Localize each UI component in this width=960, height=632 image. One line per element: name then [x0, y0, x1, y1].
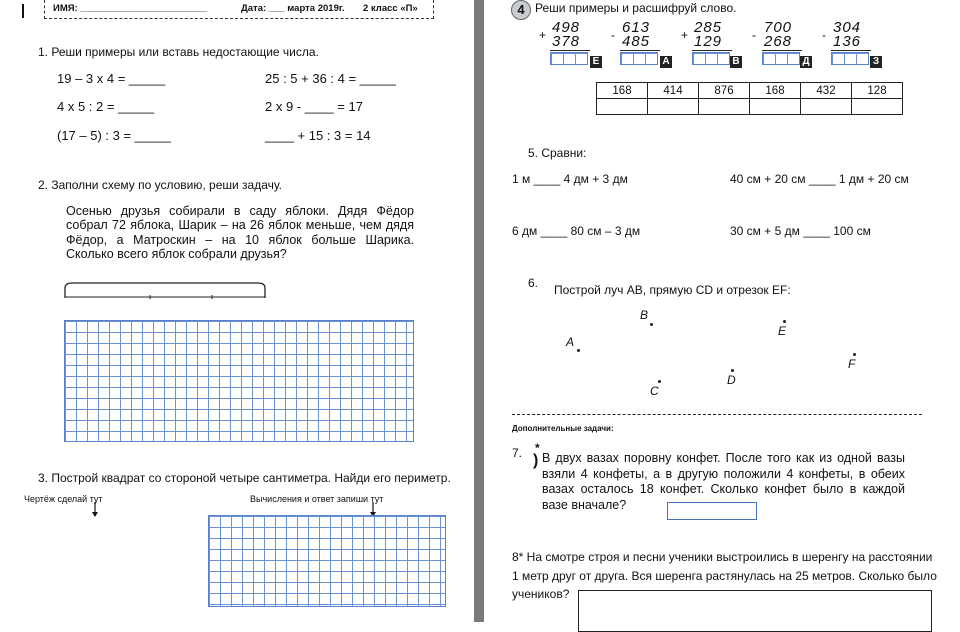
task1-example-6[interactable]: ____ + 15 : 3 = 14 — [265, 128, 371, 143]
task7-number: 7. — [512, 446, 523, 460]
table-cell: 128 — [852, 83, 903, 99]
answer-cell[interactable] — [852, 99, 903, 115]
calc-sign: + — [539, 28, 547, 42]
task2-scheme[interactable] — [62, 280, 268, 300]
table-row — [597, 83, 903, 99]
calc-bottom: 268 — [764, 33, 793, 50]
class-label: 2 класс «П» — [363, 3, 418, 14]
task5-compare-3[interactable]: 6 дм ____ 80 см – 3 дм — [512, 224, 641, 238]
answer-cell[interactable] — [597, 99, 648, 115]
task5-compare-2[interactable]: 40 см + 20 см ____ 1 дм + 20 см — [730, 172, 909, 186]
calc-line — [831, 50, 871, 51]
task4-title: Реши примеры и расшифруй слово. — [535, 1, 737, 15]
task1-title: 1. Реши примеры или вставь недостающие числа. — [38, 45, 319, 59]
task4-decode-table — [596, 82, 903, 115]
point-d[interactable] — [731, 369, 734, 372]
task6-title: Построй луч AB, прямую CD и отрезок EF: — [554, 283, 791, 297]
task4-number-badge: 4 — [511, 0, 531, 20]
page-divider — [474, 0, 484, 622]
table-row[interactable] — [597, 99, 903, 115]
task3-answer-grid[interactable] — [208, 515, 446, 607]
calc-letter: А — [660, 56, 672, 68]
arrow-down-icon — [90, 502, 100, 518]
task2-title: 2. Заполни схему по условию, реши задачу. — [38, 178, 283, 192]
calc-letter: З — [870, 56, 882, 68]
calc-top: 613 — [622, 19, 651, 36]
task5-compare-1[interactable]: 1 м ____ 4 дм + 3 дм — [512, 172, 628, 186]
date-field: Дата: ___ марта 2019г. — [241, 3, 345, 14]
table-cell: 168 — [597, 83, 648, 99]
calc-letter: В — [730, 56, 742, 68]
task8-answer-box[interactable] — [578, 590, 932, 632]
calc-sign: - — [611, 28, 615, 42]
calc-top: 498 — [552, 19, 581, 36]
calc-bottom: 136 — [833, 33, 862, 50]
task2-text: Осенью друзья собирали в саду яблоки. Дядя Фёдор собрал 72 яблока, Шарик – на 26 яблок меньше, чем дядя Фёдор, а Матроскин – на 10 яблок больше Шарика. Сколько всего яблок собрали друзья? — [66, 204, 414, 261]
point-b-label: B — [640, 308, 649, 322]
task3-note-drawing: Чертёж сделай тут — [24, 494, 103, 504]
calc-answer-cells[interactable] — [692, 52, 730, 65]
task1-example-3[interactable]: 4 х 5 : 2 = _____ — [57, 99, 155, 114]
answer-cell[interactable] — [699, 99, 750, 115]
point-d-label: D — [727, 373, 736, 387]
calc-line — [550, 50, 590, 51]
calc-letter: Д — [800, 56, 812, 68]
answer-cell[interactable] — [750, 99, 801, 115]
task3-note-calculations: Вычисления и ответ запиши тут — [250, 494, 384, 504]
calc-line — [692, 50, 732, 51]
task6-number: 6. — [528, 276, 539, 290]
section-separator — [512, 414, 922, 415]
point-f[interactable] — [853, 353, 856, 356]
calc-bottom: 485 — [622, 33, 651, 50]
calc-line — [620, 50, 660, 51]
point-b[interactable] — [650, 323, 653, 326]
point-f-label: F — [848, 357, 856, 371]
task1-example-5[interactable]: (17 – 5) : 3 = _____ — [57, 128, 171, 143]
task5-title: 5. Сравни: — [528, 146, 587, 160]
worksheet-header — [44, 0, 434, 19]
calc-top: 285 — [694, 19, 723, 36]
calc-bottom: 378 — [552, 33, 581, 50]
calc-answer-cells[interactable] — [762, 52, 800, 65]
task7-answer-box[interactable] — [667, 502, 757, 520]
point-e[interactable] — [783, 320, 786, 323]
task1-example-4[interactable]: 2 х 9 - ____ = 17 — [265, 99, 363, 114]
answer-cell[interactable] — [648, 99, 699, 115]
answer-cell[interactable] — [801, 99, 852, 115]
name-field[interactable]: ИМЯ: ________________________ — [53, 3, 208, 14]
point-c[interactable] — [658, 380, 661, 383]
point-a[interactable] — [577, 349, 580, 352]
task3-title: 3. Построй квадрат со стороной четыре сантиметра. Найди его периметр. — [38, 471, 451, 485]
calc-answer-cells[interactable] — [550, 52, 588, 65]
extra-tasks-title: Дополнительные задачи: — [512, 424, 614, 433]
bracket-icon: ) — [533, 452, 539, 469]
task8-line-3: учеников? — [512, 587, 570, 601]
table-cell: 432 — [801, 83, 852, 99]
task5-compare-4[interactable]: 30 см + 5 дм ____ 100 см — [730, 224, 871, 238]
calc-letter: Е — [590, 56, 602, 68]
table-cell: 876 — [699, 83, 750, 99]
point-e-label: E — [778, 324, 787, 338]
task8-line-2: 1 метр друг от друга. Вся шеренга растянулась на 25 метров. Сколько было — [512, 569, 937, 583]
point-c-label: C — [650, 384, 659, 398]
calc-sign: + — [681, 28, 689, 42]
table-cell: 414 — [648, 83, 699, 99]
point-a-label: A — [566, 335, 575, 349]
calc-bottom: 129 — [694, 33, 723, 50]
task2-answer-grid[interactable] — [64, 320, 414, 442]
calc-top: 700 — [764, 19, 793, 36]
calc-sign: - — [752, 28, 756, 42]
calc-line — [762, 50, 802, 51]
table-cell: 168 — [750, 83, 801, 99]
calc-sign: - — [822, 28, 826, 42]
star-icon: * — [535, 441, 540, 455]
task1-example-1[interactable]: 19 – 3 х 4 = _____ — [57, 71, 166, 86]
calc-answer-cells[interactable] — [831, 52, 869, 65]
calc-answer-cells[interactable] — [620, 52, 658, 65]
task1-example-2[interactable]: 25 : 5 + 36 : 4 = _____ — [265, 71, 396, 86]
page-edge-mark — [22, 4, 24, 18]
task7-text: В двух вазах поровну конфет. После того как из одной вазы взяли 4 конфеты, а в другую положили 4 конфеты, в обеих вазах осталось 18 конфет. Сколько конфет было в каждой вазе вначале? — [542, 451, 905, 512]
task8-line-1: 8* На смотре строя и песни ученики выстроились в шеренгу на расстоянии — [512, 550, 933, 564]
calc-top: 304 — [833, 19, 862, 36]
